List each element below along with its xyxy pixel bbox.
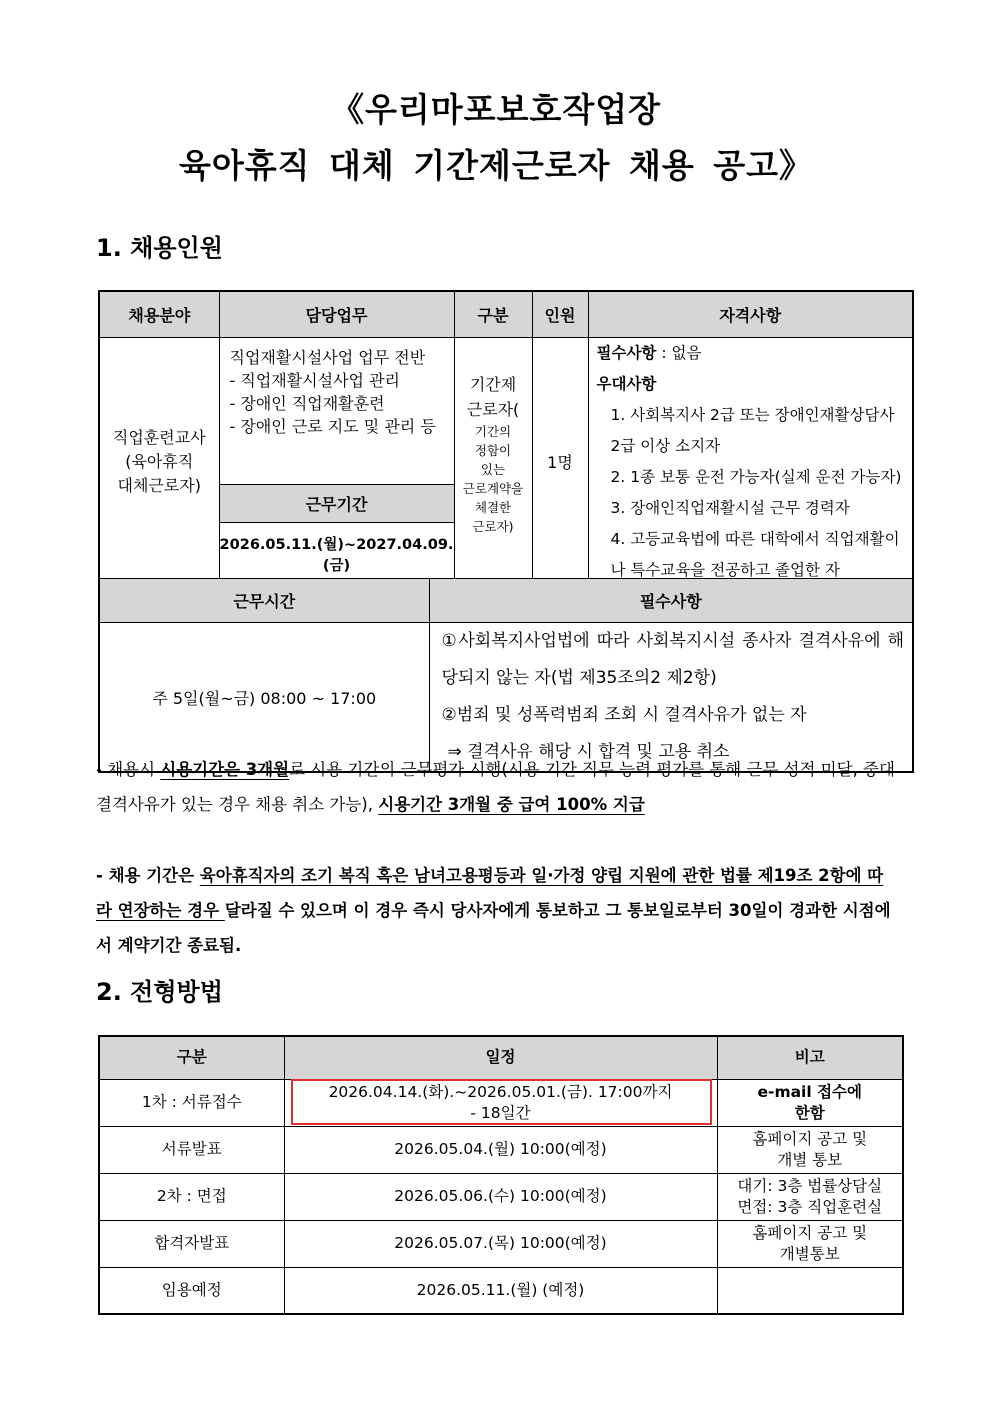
qualification-cell xyxy=(588,337,913,587)
qual-item: 3. 장애인직업재활시설 근무 경력자 xyxy=(610,498,850,517)
row-category: 서류발표 xyxy=(99,1126,284,1173)
header-duty: 담당업무 xyxy=(219,291,454,337)
highlight-box xyxy=(291,1079,712,1125)
work-period-label: 근무기간 xyxy=(219,485,454,522)
row-note: 홈페이지 공고 및 개별통보 xyxy=(717,1220,903,1267)
qual-item: 1. 사회복지사 2급 또는 장애인재활상담사 2급 이상 소지자 xyxy=(610,405,895,455)
row-schedule: 2026.05.11.(월) (예정) xyxy=(284,1267,717,1314)
title-line-2: 육아휴직 대체 기간제근로자 채용 공고》 xyxy=(178,146,813,185)
note-emphasis: 시용기간은 3개월 xyxy=(160,760,290,779)
work-hours-table xyxy=(98,578,914,773)
duty-intro: 직업재활시설사업 업무 전반 xyxy=(229,347,426,367)
type-sub: 기간의 정함이 있는 근로계약을 체결한 근로자) xyxy=(462,423,524,534)
table-row xyxy=(99,1267,903,1314)
header-category: 구분 xyxy=(99,1036,284,1079)
row-schedule: 2026.04.14.(화).~2026.05.01.(금). 17:00까지 - 18일간 xyxy=(284,1079,717,1126)
title-line-1: 《우리마포보호작업장 xyxy=(331,90,661,129)
row-note: 대기: 3층 법률상담실 면접: 3층 직업훈련실 xyxy=(717,1173,903,1220)
selection-table xyxy=(98,1035,904,1315)
row-schedule: 2026.05.04.(월) 10:00(예정) xyxy=(284,1126,717,1173)
header-qualification: 자격사항 xyxy=(588,291,913,337)
header-note: 비고 xyxy=(717,1036,903,1079)
row-category: 임용예정 xyxy=(99,1267,284,1314)
requirement-item: ②범죄 및 성폭력범죄 조회 시 결격사유가 없는 자 xyxy=(441,705,807,725)
table-row xyxy=(99,1220,903,1267)
table-row xyxy=(99,1173,903,1220)
count-value: 1명 xyxy=(532,337,588,587)
field-value: 직업훈련교사 (육아휴직 대체근로자) xyxy=(99,337,219,587)
note-emphasis: 시용기간 3개월 중 급여 100% 지급 xyxy=(378,795,645,814)
requirement-item: ①사회복지사업법에 따라 사회복지시설 종사자 결격사유에 해당되지 않는 자(법 제35조의2 제2항) xyxy=(441,631,904,688)
row-note xyxy=(717,1267,903,1314)
type-main: 기간제 근로자( xyxy=(466,374,520,419)
requirements-label: 필수사항 xyxy=(429,579,913,623)
duty-cell xyxy=(219,337,454,485)
section-1-heading: 1. 채용인원 xyxy=(96,234,223,262)
qual-required-label: 필수사항 xyxy=(596,343,657,362)
row-schedule: 2026.05.06.(수) 10:00(예정) xyxy=(284,1173,717,1220)
row-category: 2차 : 면접 xyxy=(99,1173,284,1220)
row-note: e-mail 접수에 한함 xyxy=(717,1079,903,1126)
duty-item: - 장애인 직업재활훈련 xyxy=(229,393,385,413)
header-schedule: 일정 xyxy=(284,1036,717,1079)
duty-item: - 장애인 근로 지도 및 관리 등 xyxy=(229,416,436,436)
table-row xyxy=(99,1126,903,1173)
header-count: 인원 xyxy=(532,291,588,337)
section-2-heading: 2. 전형방법 xyxy=(96,978,223,1006)
note-probation: - 채용시 시용기간은 3개월로 시용 기간의 근무평가 시행(시용 기간 직무 능력 평가를 통해 근무 성적 미달, 중대 결격사유가 있는 경우 채용 취소 가능), 시용기간 3개월 중 급여 100% 지급 xyxy=(96,760,895,814)
requirements-cell xyxy=(429,623,913,773)
header-field: 채용분야 xyxy=(99,291,219,337)
qual-item: 4. 고등교육법에 따른 대학에서 직업재활이나 특수교육을 전공하고 졸업한 자 xyxy=(610,529,900,579)
duty-item: - 직업재활시설사업 관리 xyxy=(229,370,401,390)
requirement-item: ⇒ 결격사유 해당 시 합격 및 고용 취소 xyxy=(447,742,730,762)
header-type: 구분 xyxy=(454,291,532,337)
note-contract-period: - 채용 기간은 육아휴직자의 조기 복직 혹은 남녀고용평등과 일·가정 양립 지원에 관한 법률 제19조 2항에 따라 연장하는 경우 달라질 수 있으며 이 경우 즉시 당사자에게 통보하고 그 통보일로부터 30일이 경과한 시점에서 계약기간 종료됨. xyxy=(96,866,891,955)
row-category: 합격자발표 xyxy=(99,1220,284,1267)
work-period-value: 2026.05.11.(월)~2027.04.09.(금) xyxy=(219,522,454,586)
qual-preferred-label: 우대사항 xyxy=(596,374,657,393)
row-category: 1차 : 서류접수 xyxy=(99,1079,284,1126)
qual-required-value: : 없음 xyxy=(656,343,702,362)
duty-list xyxy=(230,369,446,438)
type-cell xyxy=(454,337,532,587)
hours-value: 주 5일(월~금) 08:00 ~ 17:00 xyxy=(99,623,429,773)
row-note: 홈페이지 공고 및 개별 통보 xyxy=(717,1126,903,1173)
qual-item: 2. 1종 보통 운전 가능자(실제 운전 가능자) xyxy=(610,467,902,486)
recruitment-table xyxy=(98,290,914,588)
note-emphasis: 육아휴직자의 조기 복직 혹은 남녀고용평등과 일·가정 양립 지원에 관한 법률 제19조 2항에 따라 연장하는 경우 xyxy=(96,866,884,920)
hours-label: 근무시간 xyxy=(99,579,429,623)
row-schedule: 2026.05.07.(목) 10:00(예정) xyxy=(284,1220,717,1267)
